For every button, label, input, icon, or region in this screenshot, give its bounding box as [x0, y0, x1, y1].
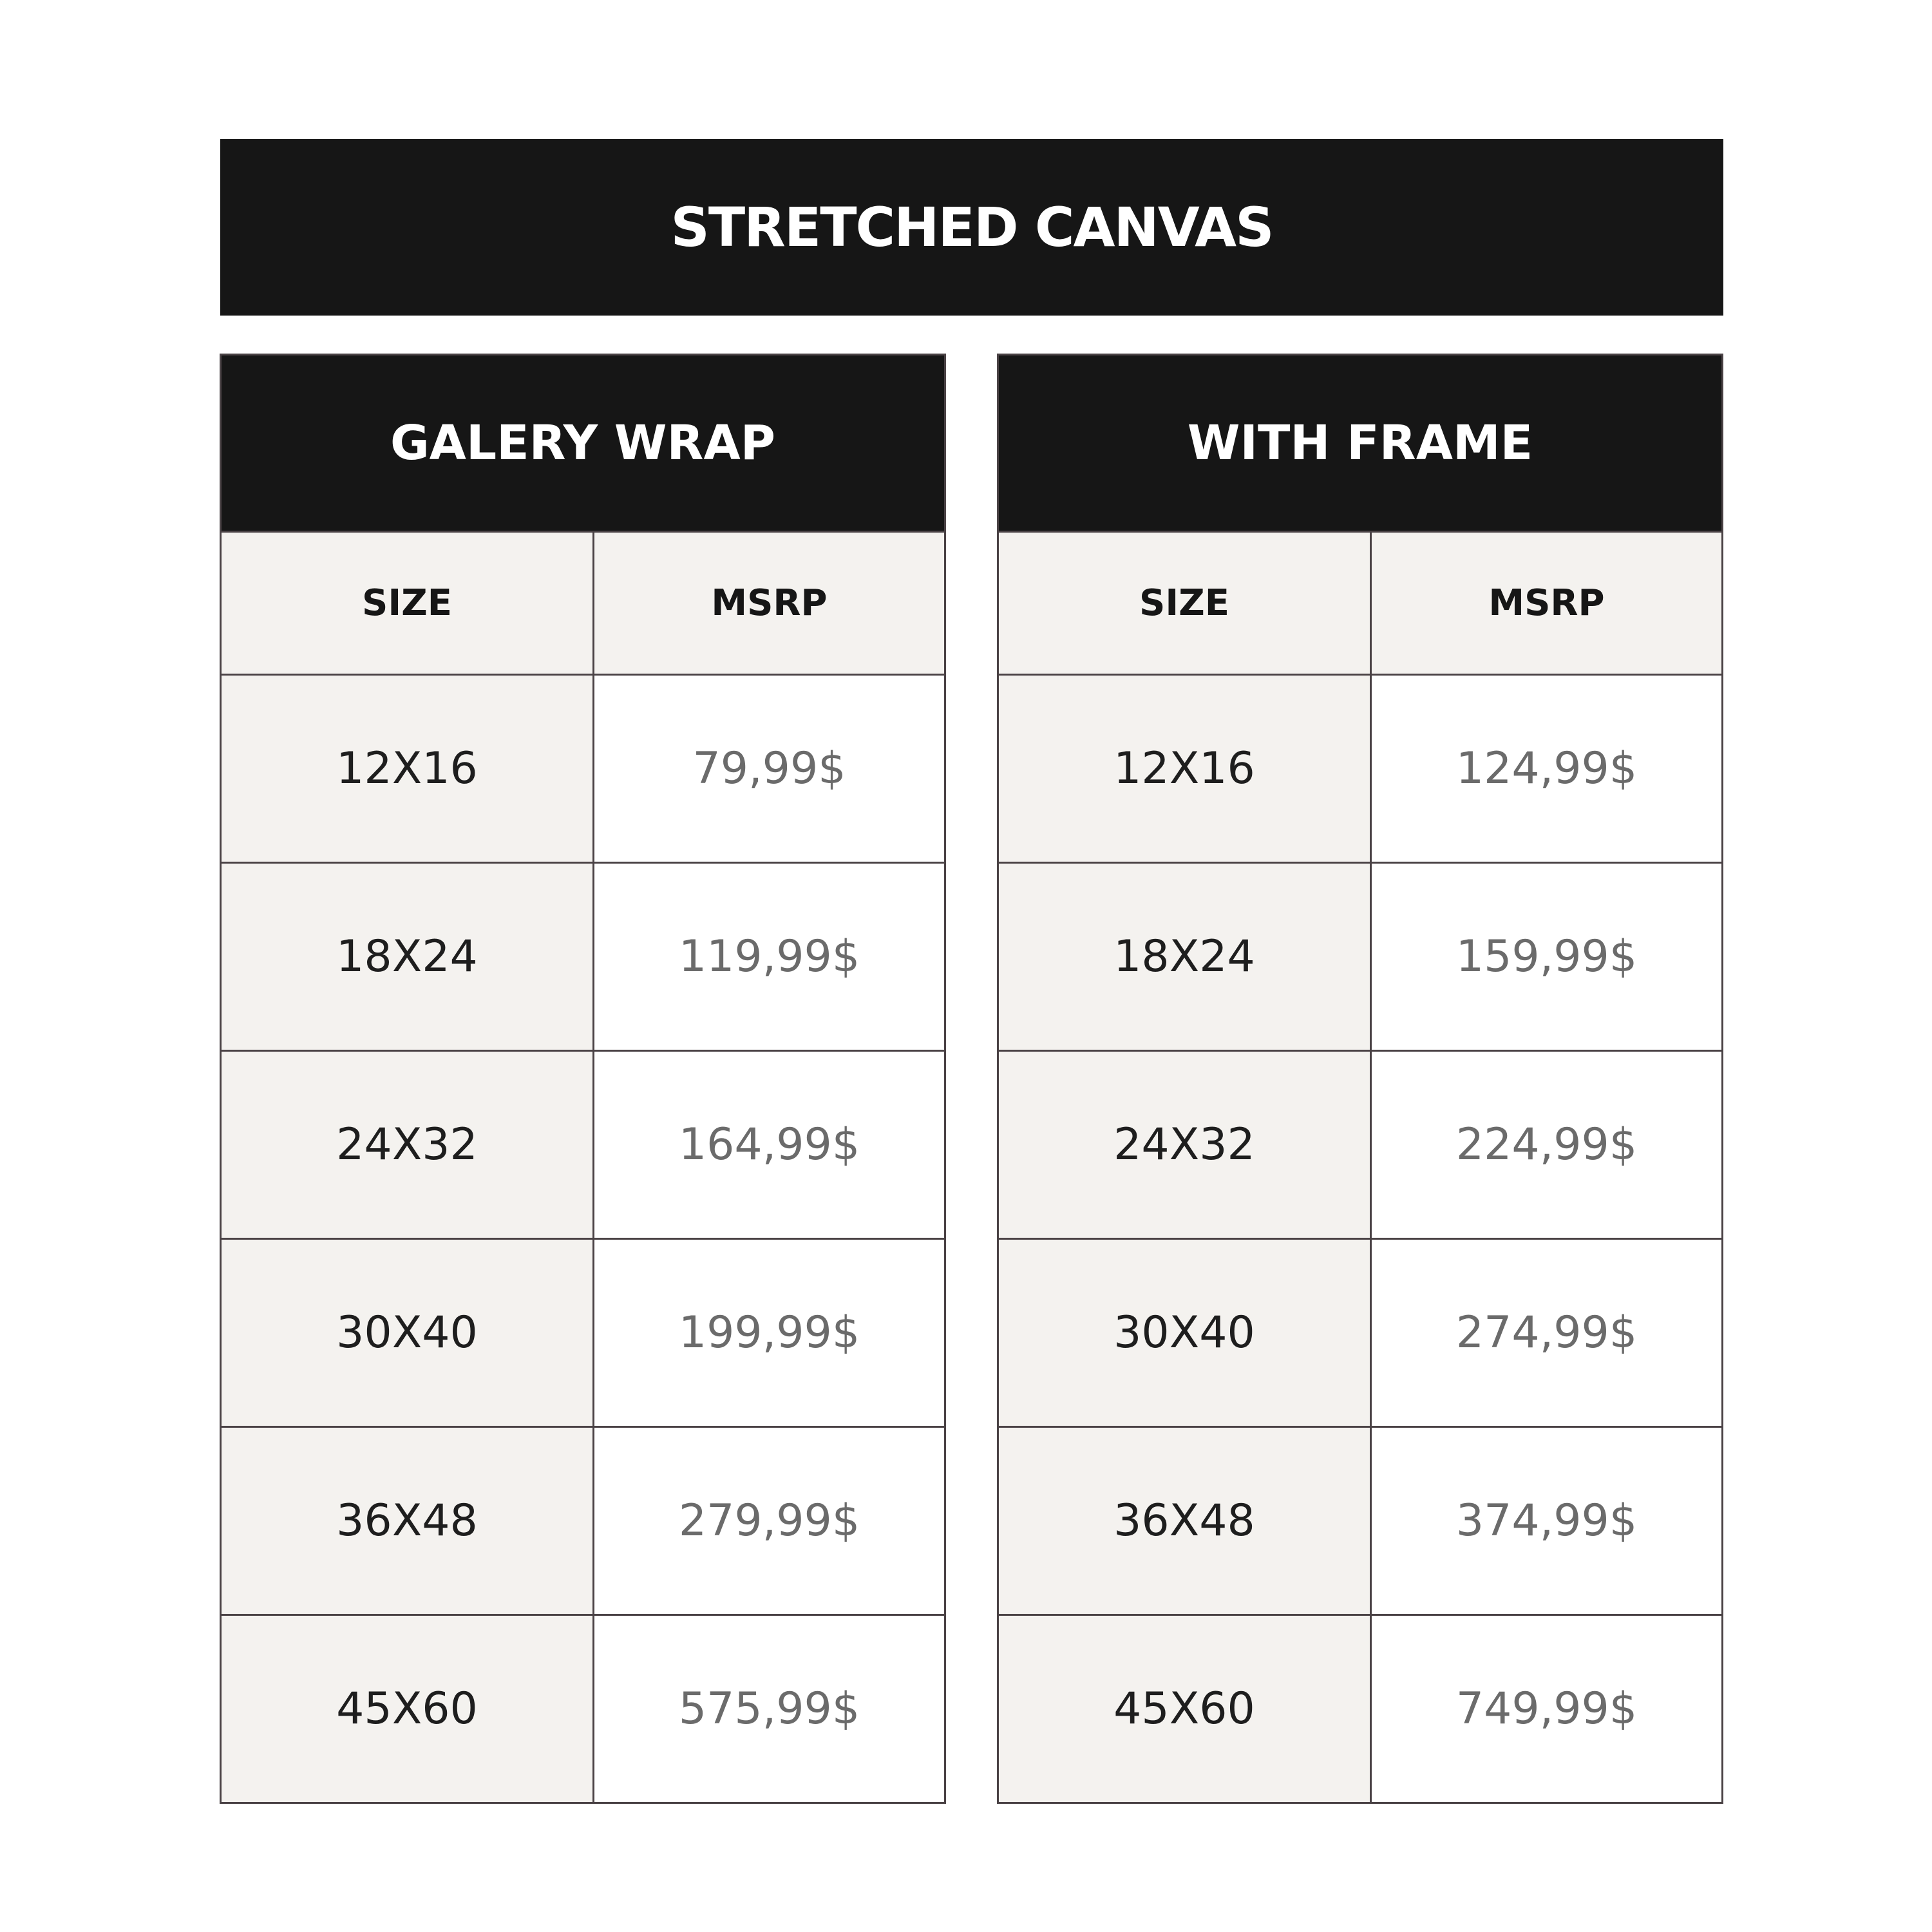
with-frame-header: WITH FRAME	[999, 355, 1721, 533]
table-row	[999, 1426, 1721, 1614]
table-row	[999, 862, 1721, 1050]
size-column-header: SIZE	[222, 533, 594, 674]
galery-wrap-table	[220, 354, 946, 1804]
price-cell: 159,99$	[1372, 864, 1721, 1050]
column-header-row	[222, 533, 944, 674]
table-row	[999, 1050, 1721, 1238]
page-title: STRETCHED CANVAS	[220, 139, 1723, 316]
size-cell: 24X32	[222, 1052, 594, 1238]
size-cell: 30X40	[999, 1240, 1372, 1426]
price-cell: 164,99$	[594, 1052, 944, 1238]
msrp-column-header: MSRP	[1372, 533, 1721, 674]
price-cell: 224,99$	[1372, 1052, 1721, 1238]
size-cell: 30X40	[222, 1240, 594, 1426]
table-row	[222, 1050, 944, 1238]
price-cell: 749,99$	[1372, 1616, 1721, 1802]
table-row	[222, 862, 944, 1050]
price-cell: 575,99$	[594, 1616, 944, 1802]
price-cell: 199,99$	[594, 1240, 944, 1426]
size-cell: 18X24	[999, 864, 1372, 1050]
with-frame-table	[997, 354, 1723, 1804]
size-cell: 36X48	[999, 1428, 1372, 1614]
size-cell: 45X60	[999, 1616, 1372, 1802]
table-row	[222, 674, 944, 862]
table-row	[222, 1238, 944, 1426]
price-cell: 79,99$	[594, 676, 944, 862]
column-header-row	[999, 533, 1721, 674]
price-cell: 124,99$	[1372, 676, 1721, 862]
size-cell: 45X60	[222, 1616, 594, 1802]
size-column-header: SIZE	[999, 533, 1372, 674]
price-cell: 119,99$	[594, 864, 944, 1050]
size-cell: 12X16	[999, 676, 1372, 862]
galery-wrap-header: GALERY WRAP	[222, 355, 944, 533]
size-cell: 12X16	[222, 676, 594, 862]
table-row	[999, 1614, 1721, 1802]
size-cell: 18X24	[222, 864, 594, 1050]
msrp-column-header: MSRP	[594, 533, 944, 674]
price-cell: 374,99$	[1372, 1428, 1721, 1614]
size-cell: 36X48	[222, 1428, 594, 1614]
table-row	[222, 1426, 944, 1614]
table-row	[222, 1614, 944, 1802]
table-row	[999, 1238, 1721, 1426]
price-cell: 279,99$	[594, 1428, 944, 1614]
table-row	[999, 674, 1721, 862]
size-cell: 24X32	[999, 1052, 1372, 1238]
price-cell: 274,99$	[1372, 1240, 1721, 1426]
